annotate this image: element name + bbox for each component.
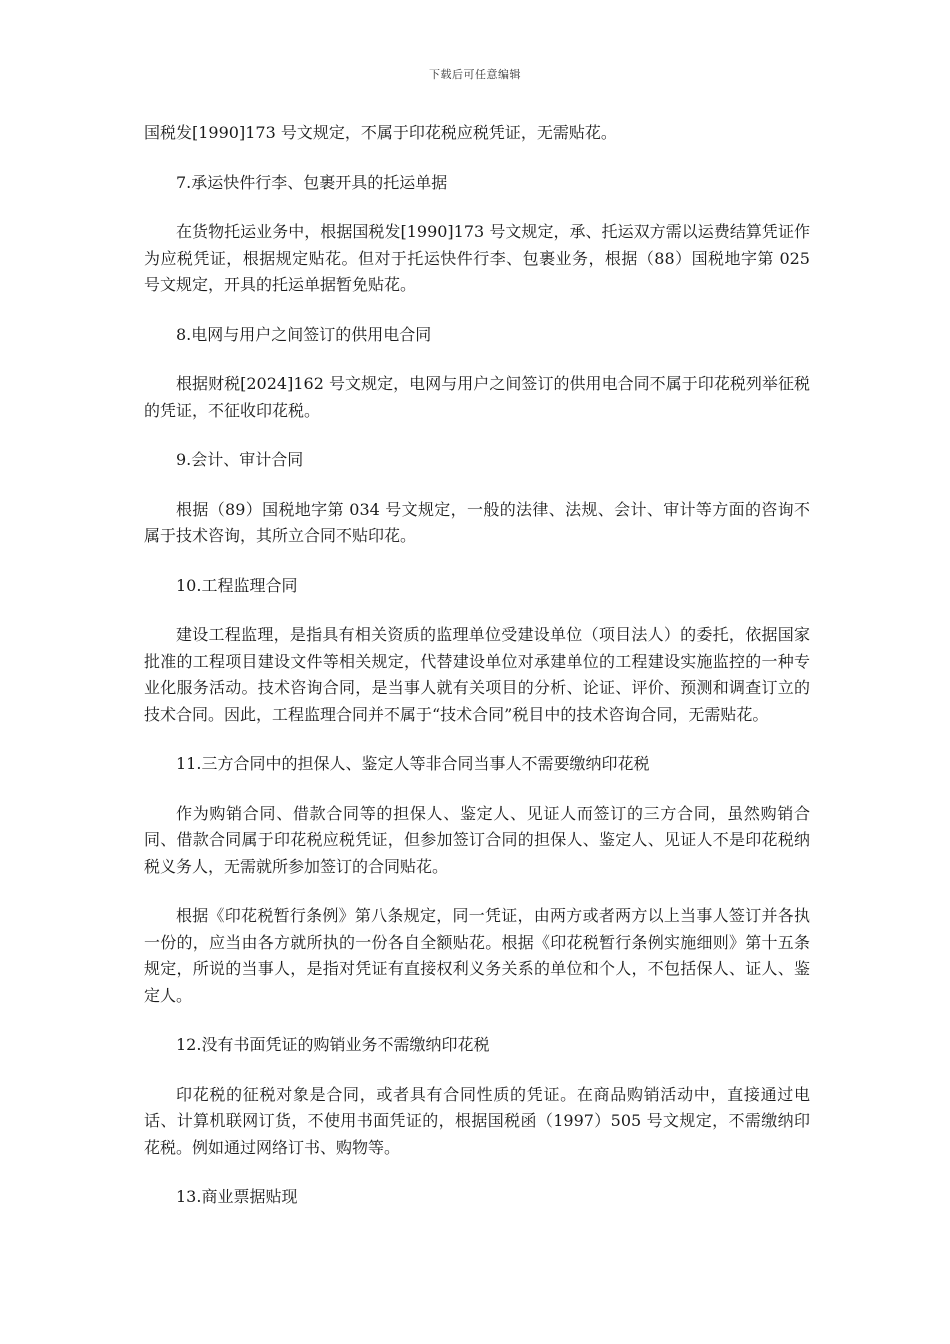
document-body <box>144 120 810 1234</box>
section-heading: 13.商业票据贴现 <box>176 1187 298 1206</box>
paragraph: 作为购销合同、借款合同等的担保人、鉴定人、见证人而签订的三方合同，虽然购销合同、借款合同属于印花税应税凭证，但参加签订合同的担保人、鉴定人、见证人不是印花税纳税义务人，无需就所参加签订的合同贴花。 <box>144 803 810 876</box>
paragraph: 印花税的征税对象是合同，或者具有合同性质的凭证。在商品购销活动中，直接通过电话、计算机联网订货，不使用书面凭证的，根据国税函（1997）505 号文规定，不需缴纳印花税。例如通过网络订书、购物等。 <box>144 1084 810 1157</box>
section-heading: 11.三方合同中的担保人、鉴定人等非合同当事人不需要缴纳印花税 <box>176 754 650 773</box>
paragraph: 根据（89）国税地字第 034 号文规定，一般的法律、法规、会计、审计等方面的咨询不属于技术咨询，其所立合同不贴印花。 <box>144 499 810 545</box>
section-heading: 12.没有书面凭证的购销业务不需缴纳印花税 <box>176 1035 490 1054</box>
paragraph: 根据财税[2024]162 号文规定，电网与用户之间签订的供用电合同不属于印花税列举征税的凭证，不征收印花税。 <box>144 374 810 420</box>
section-heading: 8.电网与用户之间签订的供用电合同 <box>176 324 432 344</box>
paragraph: 在货物托运业务中，根据国税发[1990]173 号文规定，承、托运双方需以运费结算凭证作为应税凭证，根据规定贴花。但对于托运快件行李、包裹业务，根据（88）国税地字第 025 号文规定，开具的托运单据暂免贴花。 <box>144 222 810 294</box>
section-heading: 7.承运快件行李、包裹开具的托运单据 <box>176 172 448 192</box>
paragraph: 国税发[1990]173 号文规定，不属于印花税应税凭证，无需贴花。 <box>144 123 617 142</box>
page-header: 下载后可任意编辑 <box>429 68 521 81</box>
paragraph: 建设工程监理，是指具有相关资质的监理单位受建设单位（项目法人）的委托，依据国家批准的工程项目建设文件等相关规定，代替建设单位对承建单位的工程建设实施监控的一种专业化服务活动。技术咨询合同，是当事人就有关项目的分析、论证、评价、预测和调查订立的技术合同。因此，工程监理合同并不属于“技术合同”税目中的技术咨询合同，无需贴花。 <box>144 625 810 724</box>
paragraph: 根据《印花税暂行条例》第八条规定，同一凭证，由两方或者两方以上当事人签订并各执一份的，应当由各方就所执的一份各自全额贴花。根据《印花税暂行条例实施细则》第十五条规定，所说的当事人，是指对凭证有直接权利义务关系的单位和个人，不包括保人、证人、鉴定人。 <box>144 906 810 1005</box>
section-heading: 9.会计、审计合同 <box>176 450 304 469</box>
section-heading: 10.工程监理合同 <box>176 575 298 595</box>
